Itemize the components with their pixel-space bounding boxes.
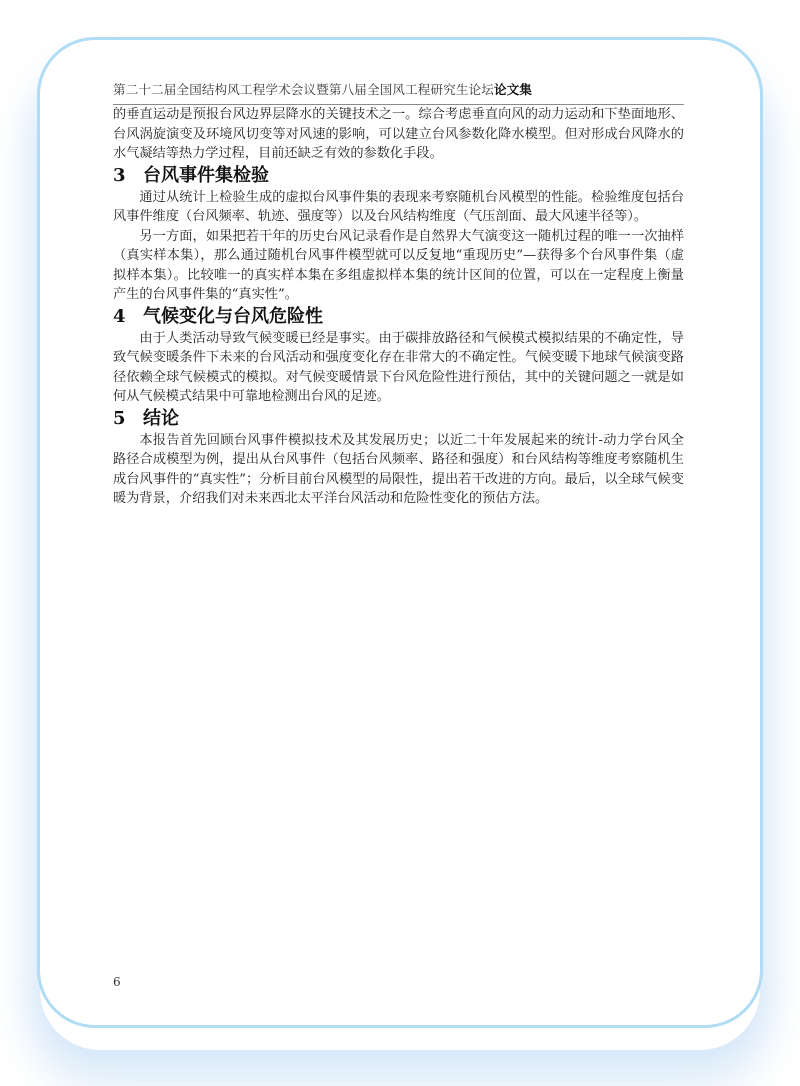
- section-4-paragraph-1: 由于人类活动导致气候变暖已经是事实。由于碳排放路径和气候模式模拟结果的不确定性，导致气候变暖条件下未来的台风活动和强度变化存在非常大的不确定性。气候变暖下地球气候演变路径依赖全球气候模式的模拟。对气候变暖情景下台风危险性进行预估，其中的关键问题之一就是如何从气候模式结果中可靠地检测出台风的足迹。: [113, 330, 684, 404]
- section-heading-3: [113, 164, 684, 188]
- section-number: 3: [113, 164, 126, 186]
- section-number: 4: [113, 305, 126, 327]
- page-number: 6: [113, 975, 121, 989]
- document-page: [113, 80, 684, 509]
- running-header-title: 第二十二届全国结构风工程学术会议暨第八届全国风工程研究生论坛: [113, 82, 495, 97]
- section-title: 结论: [143, 407, 179, 429]
- section-heading-4: [113, 305, 684, 329]
- section-title: 气候变化与台风危险性: [143, 305, 323, 327]
- section-title: 台风事件集检验: [143, 164, 269, 186]
- intro-paragraph: 的垂直运动是预报台风边界层降水的关键技术之一。综合考虑垂直向风的动力运动和下垫面地形、台风涡旋演变及环境风切变等对风速的影响，可以建立台风参数化降水模型。但对形成台风降水的水气凝结等热力学过程，目前还缺乏有效的参数化手段。: [113, 107, 684, 161]
- section-5-paragraph-1: 本报告首先回顾台风事件模拟技术及其发展历史；以近二十年发展起来的统计-动力学台风全路径合成模型为例，提出从台风事件（包括台风频率、路径和强度）和台风结构等维度考察随机生成台风事件的“真实性”；分析目前台风模型的局限性，提出若干改进的方向。最后，以全球气候变暖为背景，介绍我们对未来西北太平洋台风活动和危险性变化的预估方法。: [113, 432, 684, 506]
- running-header: [113, 80, 684, 105]
- section-number: 5: [113, 407, 126, 429]
- running-header-title-bold: 论文集: [494, 82, 533, 97]
- section-3-paragraph-2: 另一方面，如果把若干年的历史台风记录看作是自然界大气演变这一随机过程的唯一一次抽样（真实样本集），那么通过随机台风事件模型就可以反复地“重现历史”—获得多个台风事件集（虚拟样本集）。比较唯一的真实样本集在多组虚拟样本集的统计区间的位置，可以在一定程度上衡量产生的台风事件集的“真实性”。: [113, 228, 684, 302]
- section-3-paragraph-1: 通过从统计上检验生成的虚拟台风事件集的表现来考察随机台风模型的性能。检验维度包括台风事件维度（台风频率、轨迹、强度等）以及台风结构维度（气压剖面、最大风速半径等）。: [113, 189, 684, 224]
- section-heading-5: [113, 407, 684, 431]
